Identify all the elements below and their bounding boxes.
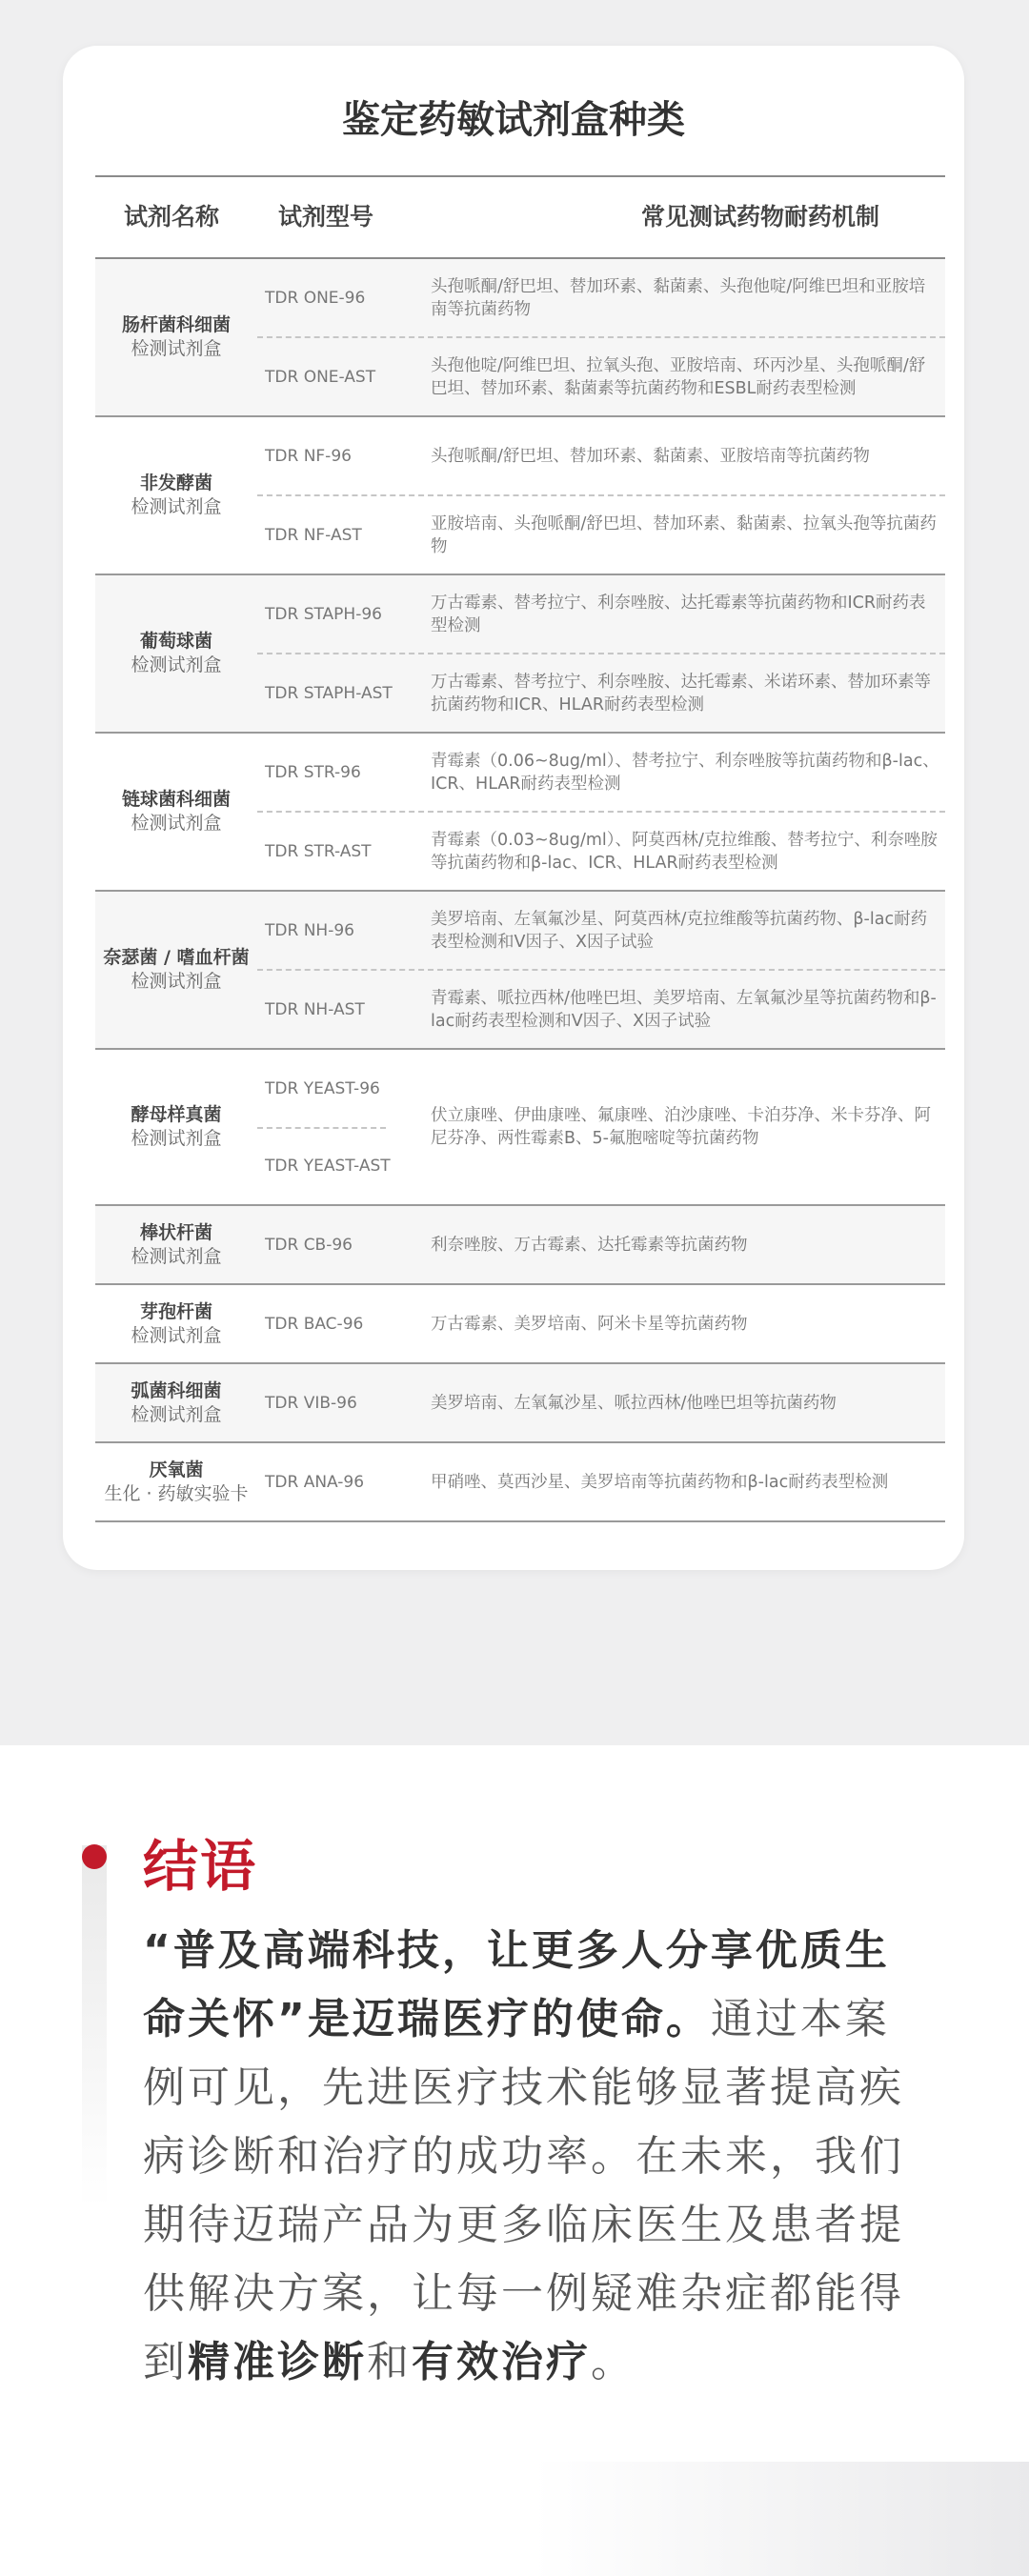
table-group <box>95 734 945 892</box>
group-name-main: 非发酵菌 <box>139 473 212 493</box>
model-cell: TDR BAC-96 <box>265 1314 364 1334</box>
table-row <box>257 892 945 969</box>
model-cell: TDR NF-AST <box>265 525 362 545</box>
group-name <box>95 417 257 574</box>
body-text: 通过本案例可见，先进医疗技术能够显著提高疾病诊断和治疗的成功率。在未来，我们期待迈瑞产品为更多临床医生及患者提供解决方案，让每一例疑难杂症都能得到 <box>143 1995 904 2386</box>
group-name-main: 肠杆菌科细菌 <box>121 314 231 335</box>
decorative-gradient <box>534 2462 1029 2576</box>
table-group <box>95 417 945 575</box>
mechanism-cell: 青霉素、哌拉西林/他唑巴坦、美罗培南、左氧氟沙星等抗菌药物和β-lac耐药表型检测和V因子、X因子试验 <box>431 988 937 1031</box>
table-group <box>95 1443 945 1522</box>
table-row <box>257 1443 945 1520</box>
group-name-sub: 检测试剂盒 <box>131 654 222 675</box>
conclusion-body <box>143 1917 934 2397</box>
group-name <box>95 892 257 1048</box>
row-divider <box>257 1127 386 1129</box>
model-cell: TDR YEAST-96 <box>265 1078 380 1098</box>
accent-bar <box>82 1845 107 2207</box>
table-row <box>257 653 945 732</box>
group-name-sub: 检测试剂盒 <box>131 1324 222 1346</box>
mechanism-cell: 美罗培南、左氧氟沙星、阿莫西林/克拉维酸等抗菌药物、β-lac耐药表型检测和V因子、X因子试验 <box>431 909 928 952</box>
group-name-sub: 检测试剂盒 <box>131 1245 222 1267</box>
group-name-main: 奈瑟菌 / 嗜血杆菌 <box>103 947 250 968</box>
header-model: 试剂型号 <box>278 203 374 231</box>
table-group <box>95 575 945 734</box>
mechanism-cell: 万古霉素、美罗培南、阿米卡星等抗菌药物 <box>431 1314 748 1334</box>
model-cell: TDR STAPH-AST <box>265 683 393 703</box>
card-title: 鉴定药敏试剂盒种类 <box>342 98 685 142</box>
group-name <box>95 1443 257 1520</box>
mechanism-cell: 万古霉素、替考拉宁、利奈唑胺、达托霉素、米诺环素、替加环素等抗菌药物和ICR、HLAR耐药表型检测 <box>431 672 931 714</box>
body-text: 和 <box>367 2338 412 2386</box>
group-name <box>95 575 257 732</box>
group-name-main: 芽孢杆菌 <box>139 1300 212 1322</box>
group-name-sub: 检测试剂盒 <box>131 496 222 517</box>
table-row <box>257 811 945 890</box>
table-row <box>257 1206 945 1283</box>
group-name-sub: 检测试剂盒 <box>131 813 222 834</box>
model-cell: TDR STR-AST <box>265 841 372 861</box>
mechanism-cell: 亚胺培南、头孢哌酮/舒巴坦、替加环素、黏菌素、拉氧头孢等抗菌药物 <box>431 513 937 556</box>
mechanism-cell: 头孢哌酮/舒巴坦、替加环素、黏菌素、亚胺培南等抗菌药物 <box>431 446 870 466</box>
group-name-main: 链球菌科细菌 <box>121 789 231 810</box>
table-row <box>257 1285 945 1362</box>
group-name-sub: 检测试剂盒 <box>131 1128 222 1149</box>
group-name-sub: 检测试剂盒 <box>131 971 222 992</box>
bullet-dot-icon <box>82 1844 107 1869</box>
mechanism-cell: 美罗培南、左氧氟沙星、哌拉西林/他唑巴坦等抗菌药物 <box>431 1393 837 1413</box>
table-group <box>95 259 945 417</box>
group-name-sub: 检测试剂盒 <box>131 1403 222 1425</box>
table-row <box>257 1364 945 1441</box>
model-cell: TDR YEAST-AST <box>265 1156 391 1176</box>
mechanism-cell: 伏立康唑、伊曲康唑、氟康唑、泊沙康唑、卡泊芬净、米卡芬净、阿尼芬净、两性霉素B、5-氟胞嘧啶等抗菌药物 <box>431 1106 931 1148</box>
table-row <box>257 417 945 494</box>
mechanism-cell: 甲硝唑、莫西沙星、美罗培南等抗菌药物和β-lac耐药表型检测 <box>431 1472 889 1492</box>
group-name-main: 弧菌科细菌 <box>131 1379 222 1401</box>
model-cell: TDR ONE-AST <box>265 367 376 387</box>
table-group <box>95 892 945 1050</box>
conclusion-section <box>0 1745 1029 2576</box>
reagent-kit-table <box>95 175 945 1522</box>
group-name <box>95 1285 257 1362</box>
table-row <box>257 494 945 574</box>
model-cell: TDR STR-96 <box>265 762 361 782</box>
group-name-sub: 生化 · 药敏实验卡 <box>104 1482 249 1504</box>
model-cell: TDR NH-AST <box>265 999 365 1019</box>
model-cell: TDR STAPH-96 <box>265 604 382 624</box>
model-cell: TDR NH-96 <box>265 920 354 940</box>
group-name-main: 酵母样真菌 <box>131 1104 222 1125</box>
emphasis-effective-treatment: 有效治疗 <box>412 2338 591 2386</box>
mechanism-cell: 头孢他啶/阿维巴坦、拉氧头孢、亚胺培南、环丙沙星、头孢哌酮/舒巴坦、替加环素、黏菌素等抗菌药物和ESBL耐药表型检测 <box>431 355 926 398</box>
group-name <box>95 259 257 415</box>
table-row <box>257 259 945 336</box>
table-group <box>95 1206 945 1285</box>
table-row <box>257 575 945 653</box>
emphasis-accurate-diagnosis: 精准诊断 <box>188 2338 367 2386</box>
model-cell: TDR CB-96 <box>265 1235 353 1255</box>
group-name <box>95 1364 257 1441</box>
mechanism-cell: 利奈唑胺、万古霉素、达托霉素等抗菌药物 <box>431 1235 748 1255</box>
mechanism-cell: 青霉素（0.03~8ug/ml）、阿莫西林/克拉维酸、替考拉宁、利奈唑胺等抗菌药物和β-lac、ICR、HLAR耐药表型检测 <box>431 830 938 873</box>
table-group <box>95 1050 945 1206</box>
group-name <box>95 1050 257 1204</box>
header-mechanism: 常见测试药物耐药机制 <box>641 203 880 231</box>
group-name <box>95 734 257 890</box>
group-name-main: 棒状杆菌 <box>139 1221 212 1243</box>
mechanism-cell: 头孢哌酮/舒巴坦、替加环素、黏菌素、头孢他啶/阿维巴坦和亚胺培南等抗菌药物 <box>431 276 926 319</box>
mechanism-cell: 青霉素（0.06~8ug/ml）、替考拉宁、利奈唑胺等抗菌药物和β-lac、ICR、HLAR耐药表型检测 <box>431 751 939 794</box>
mission-statement: “普及高端科技，让更多人分享优质生命关怀”是迈瑞医疗的使命。 <box>143 1926 890 2043</box>
model-cell: TDR NF-96 <box>265 446 352 466</box>
reagent-kit-card <box>63 46 964 1570</box>
group-name-main: 葡萄球菌 <box>139 631 212 652</box>
group-name-sub: 检测试剂盒 <box>131 338 222 359</box>
model-cell: TDR ANA-96 <box>265 1472 365 1492</box>
model-cell: TDR ONE-96 <box>265 288 366 308</box>
group-name-main: 厌氧菌 <box>149 1459 204 1480</box>
table-row <box>257 734 945 811</box>
group-name <box>95 1206 257 1283</box>
header-name: 试剂名称 <box>124 203 220 231</box>
table-group <box>95 1285 945 1364</box>
mechanism-cell: 万古霉素、替考拉宁、利奈唑胺、达托霉素等抗菌药物和ICR耐药表型检测 <box>431 593 926 635</box>
table-header <box>95 175 945 259</box>
conclusion-title: 结语 <box>143 1834 258 1899</box>
body-text: 。 <box>591 2338 636 2386</box>
table-row <box>257 336 945 415</box>
model-cell: TDR VIB-96 <box>265 1393 357 1413</box>
table-group <box>95 1364 945 1443</box>
table-row <box>257 969 945 1048</box>
